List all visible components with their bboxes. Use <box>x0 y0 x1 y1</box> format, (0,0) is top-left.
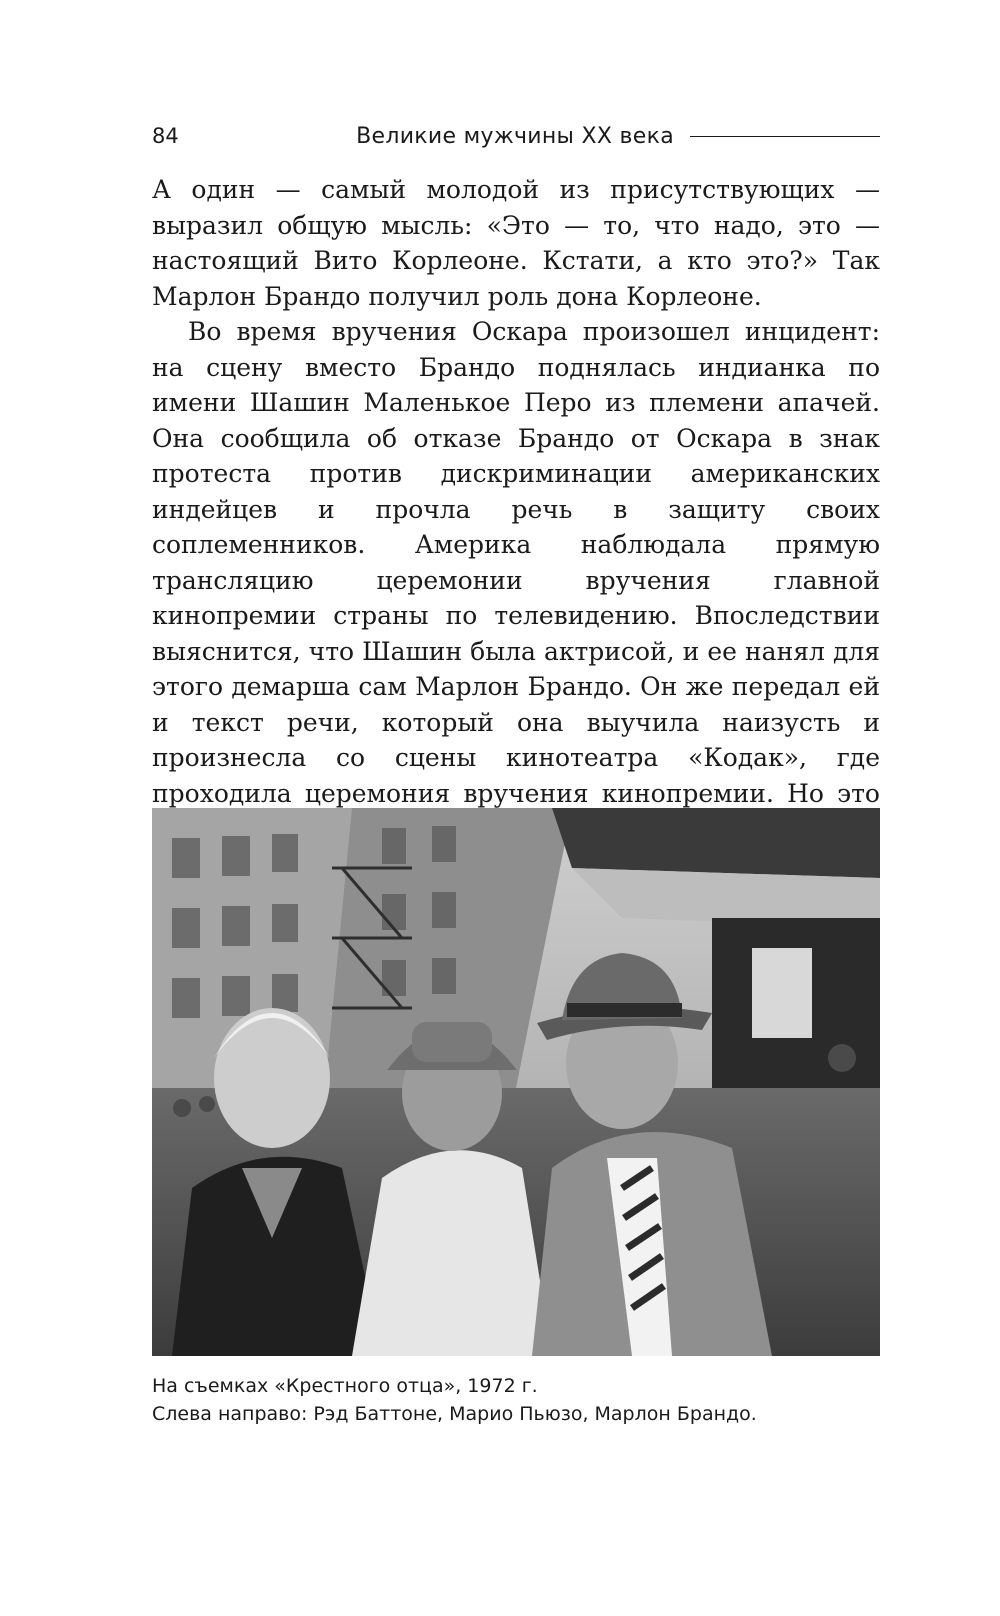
caption-line: На съемках «Крестного отца», 1972 г. <box>152 1375 538 1397</box>
body-text <box>152 172 880 882</box>
caption-line: Слева направо: Рэд Баттоне, Марио Пьюзо, Марлон Брандо. <box>152 1403 757 1425</box>
photo-caption <box>152 1372 880 1428</box>
header-rule <box>690 136 880 137</box>
book-title: Великие мужчины XX века <box>356 123 674 149</box>
photo-illustration <box>152 808 880 1356</box>
paragraph: Во время вручения Оскара произошел инцидент: на сцену вместо Брандо поднялась индианка по имени Шашин Маленькое Перо из племени апачей. Она сообщила об отказе Брандо от Оскара в знак протеста против дискриминации американских индейцев и прочла речь в защиту своих соплеменников. Америка наблюдала прямую трансляцию церемонии вручения главной кинопремии страны по телевидению. Впоследствии выяснится, что Шашин была актрисой, и ее нанял для этого демарша сам Марлон Брандо. Он же передал ей и текст речи, который она выучила наизусть и произнесла со сцены кинотеатра «Кодак», где проходила церемония вручения кинопремии. Но это <box>152 317 880 808</box>
paragraph: А один — самый молодой из присутствующих — выразил общую мысль: «Это — то, что надо, это — настоящий Вито Корлеоне. Кстати, а кто это?» Так Марлон Брандо получил роль дона Корлеоне. <box>152 175 880 311</box>
running-head <box>152 118 880 154</box>
page-number: 84 <box>152 124 179 148</box>
photo-three-men-on-street <box>152 808 880 1356</box>
